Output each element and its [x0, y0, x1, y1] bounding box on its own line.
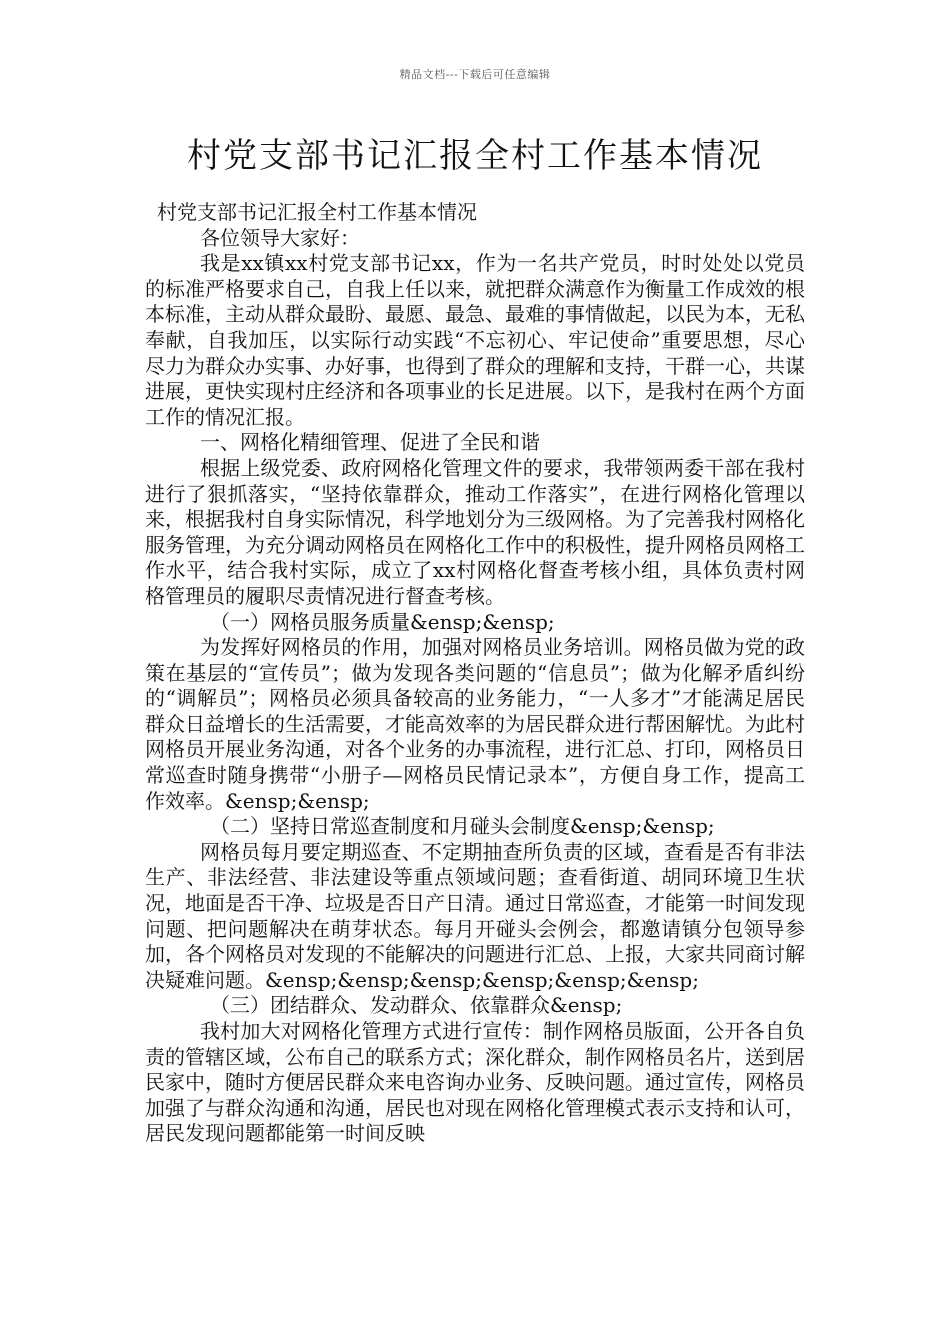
- greeting: 各位领导大家好：: [200, 225, 360, 250]
- subheading-2-paragraph: 网格员每月要定期巡查、不定期抽查所负责的区域，查看是否有非法生产、非法经营、非法建设等重点领域问题；查看街道、胡同环境卫生状况，地面是否干净、垃圾是否日产日清。通过日常巡查，才能第一时间发现问题、把问题解决在萌芽状态。每月开碰头会例会，都邀请镇分包领导参加，各个网格员对发现的不能解决的问题进行汇总、上报，大家共同商讨解决疑难问题。&ensp;&ensp;&ensp;&ensp;&ensp;&ensp;: [145, 839, 805, 992]
- subtitle: 村党支部书记汇报全村工作基本情况: [157, 200, 477, 224]
- subheading-1: （一）网格员服务质量&ensp;&ensp;: [210, 609, 555, 634]
- subheading-2: （二）坚持日常巡查制度和月碰头会制度&ensp;&ensp;: [210, 814, 715, 839]
- document-body: [145, 200, 805, 1147]
- subheading-1-paragraph: 为发挥好网格员的作用，加强对网格员业务培训。网格员做为党的政策在基层的“宣传员”；做为发现各类问题的“信息员”；做为化解矛盾纠纷的“调解员”；网格员必须具备较高的业务能力，“一人多才”才能满足居民群众日益增长的生活需要，才能高效率的为居民群众进行帮困解忧。为此村网格员开展业务沟通，对各个业务的办事流程，进行汇总、打印，网格员日常巡查时随身携带“小册子—网格员民情记录本”，方便自身工作，提高工作效率。&ensp;&ensp;: [145, 635, 805, 813]
- header-note: 精品文档---下载后可任意编辑: [399, 68, 551, 81]
- section-heading-1: 一、网格化精细管理、促进了全民和谐: [200, 430, 540, 455]
- section-1-paragraph: 根据上级党委、政府网格化管理文件的要求，我带领两委干部在我村进行了狠抓落实，“坚持依靠群众，推动工作落实”，在进行网格化管理以来，根据我村自身实际情况，科学地划分为三级网格。为了完善我村网格化服务管理，为充分调动网格员在网格化工作中的积极性，提升网格员网格工作水平，结合我村实际，成立了xx村网格化督查考核小组，具体负责村网格管理员的履职尽责情况进行督查考核。: [145, 455, 805, 608]
- subheading-3-paragraph: 我村加大对网格化管理方式进行宣传：制作网格员版面，公开各自负责的管辖区域，公布自己的联系方式；深化群众，制作网格员名片，送到居民家中，随时方便居民群众来电咨询办业务、反映问题。通过宣传，网格员加强了与群众沟通和沟通，居民也对现在网格化管理模式表示支持和认可，居民发现问题都能第一时间反映: [145, 1019, 805, 1146]
- document-title: 村党支部书记汇报全村工作基本情况: [187, 136, 763, 176]
- subheading-3: （三）团结群众、发动群众、依靠群众&ensp;: [210, 993, 623, 1018]
- intro-paragraph: 我是xx镇xx村党支部书记xx，作为一名共产党员，时时处处以党员的标准严格要求自己，自我上任以来，就把群众满意作为衡量工作成效的根本标准，主动从群众最盼、最愿、最急、最难的事情做起，以民为本，无私奉献，自我加压，以实际行动实践“不忘初心、牢记使命”重要思想，尽心尽力为群众办实事、办好事，也得到了群众的理解和支持，干群一心，共谋进展，更快实现村庄经济和各项事业的长足进展。以下，是我村在两个方面工作的情况汇报。: [145, 251, 805, 429]
